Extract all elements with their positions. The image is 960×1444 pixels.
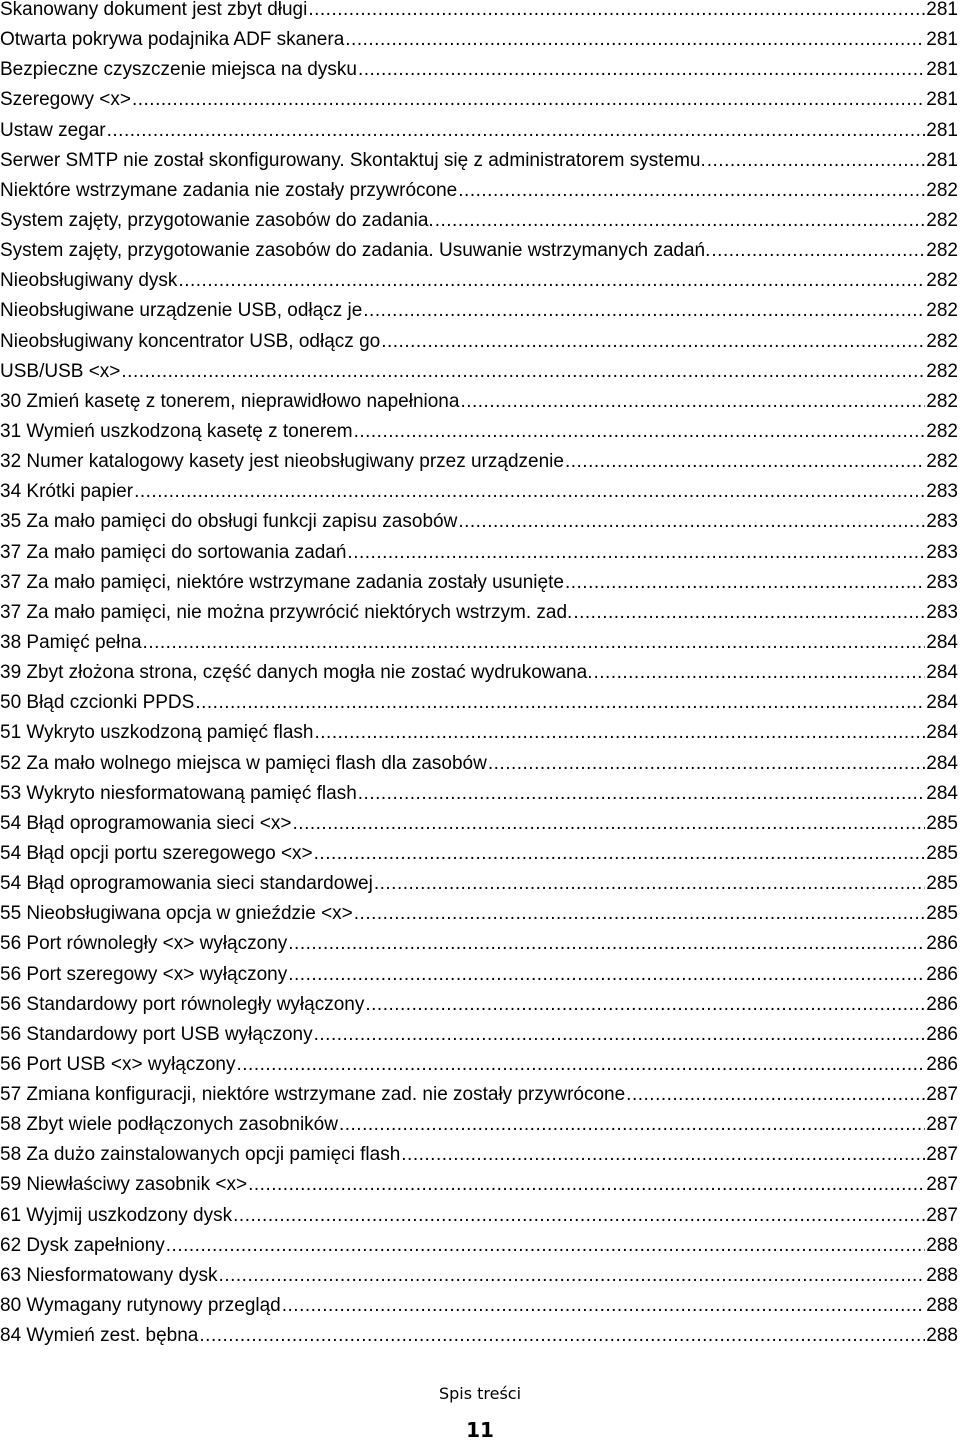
toc-entry-title: 51 Wykryto uszkodzoną pamięć flash	[0, 722, 314, 744]
toc-entry-title: Otwarta pokrywa podajnika ADF skanera	[0, 29, 345, 51]
toc-entry-page: 284	[926, 782, 958, 804]
dot-leader	[314, 726, 925, 740]
dot-leader	[248, 1178, 925, 1192]
toc-entry-page: 281	[926, 149, 958, 171]
toc-entry[interactable]	[0, 1113, 958, 1143]
toc-entry-page: 281	[926, 0, 958, 20]
toc-entry-page: 281	[926, 119, 958, 141]
toc-entry[interactable]	[0, 1294, 958, 1324]
dot-leader	[308, 3, 925, 17]
toc-entry[interactable]	[0, 661, 958, 691]
dot-leader	[195, 696, 925, 710]
toc-entry-page: 283	[926, 601, 958, 623]
toc-entry[interactable]	[0, 1204, 958, 1234]
toc-entry[interactable]	[0, 330, 958, 360]
toc-entry[interactable]	[0, 58, 958, 88]
toc-entry[interactable]	[0, 1023, 958, 1053]
dot-leader	[199, 1329, 925, 1343]
dot-leader	[458, 184, 925, 198]
toc-entry-title: System zajęty, przygotowanie zasobów do zadania. Usuwanie wstrzymanych zadań.	[0, 240, 711, 262]
toc-entry-title: 31 Wymień uszkodzoną kasetę z tonerem	[0, 420, 353, 442]
dot-leader	[460, 395, 925, 409]
toc-entry-page: 286	[926, 1053, 958, 1075]
toc-entry-page: 283	[926, 571, 958, 593]
dot-leader	[593, 666, 925, 680]
toc-entry[interactable]	[0, 390, 958, 420]
dot-leader	[458, 515, 925, 529]
dot-leader	[707, 154, 926, 168]
toc-entry-page: 282	[926, 330, 958, 352]
toc-entry-page: 286	[926, 933, 958, 955]
toc-entry-page: 287	[926, 1084, 958, 1106]
toc-entry[interactable]	[0, 1083, 958, 1113]
toc-entry-page: 285	[926, 812, 958, 834]
toc-entry-title: 56 Standardowy port USB wyłączony	[0, 1023, 313, 1045]
toc-entry-title: Skanowany dokument jest zbyt długi	[0, 0, 308, 20]
toc-entry-title: Bezpieczne czyszczenie miejsca na dysku	[0, 59, 357, 81]
toc-entry-page: 284	[926, 692, 958, 714]
toc-entry-title: 37 Za mało pamięci do sortowania zadań	[0, 541, 347, 563]
toc-entry[interactable]	[0, 812, 958, 842]
toc-entry[interactable]	[0, 631, 958, 661]
dot-leader	[339, 1118, 925, 1132]
toc-entry-title: 56 Port szeregowy <x> wyłączony	[0, 963, 288, 985]
dot-leader	[345, 33, 925, 47]
toc-entry-page: 281	[926, 89, 958, 111]
dot-leader	[166, 1239, 926, 1253]
dot-leader	[358, 63, 925, 77]
toc-entry-title: Niektóre wstrzymane zadania nie zostały przywrócone	[0, 179, 458, 201]
footer-section-label: Spis treści	[438, 1384, 522, 1403]
toc-entry[interactable]	[0, 1324, 958, 1354]
toc-entry[interactable]	[0, 932, 958, 962]
toc-entry-page: 287	[926, 1174, 958, 1196]
toc-entry-page: 281	[926, 59, 958, 81]
toc-entry-page: 288	[926, 1325, 958, 1347]
toc-entry[interactable]	[0, 541, 958, 571]
toc-entry-title: 52 Za mało wolnego miejsca w pamięci flash dla zasobów	[0, 752, 487, 774]
toc-entry-page: 286	[926, 963, 958, 985]
toc-entry[interactable]	[0, 149, 958, 179]
toc-entry-title: 30 Zmień kasetę z tonerem, nieprawidłowo napełniona	[0, 390, 460, 412]
toc-entry-page: 285	[926, 873, 958, 895]
toc-entry[interactable]	[0, 782, 958, 812]
dot-leader	[573, 606, 925, 620]
toc-entry-page: 282	[926, 179, 958, 201]
toc-entry-title: 62 Dysk zapełniony	[0, 1234, 165, 1256]
dot-leader	[282, 1299, 926, 1313]
toc-entry[interactable]	[0, 601, 958, 631]
dot-leader	[107, 124, 926, 138]
toc-entry-title: Szeregowy <x>	[0, 89, 131, 111]
toc-entry-title: 34 Krótki papier	[0, 481, 134, 503]
toc-entry[interactable]	[0, 510, 958, 540]
dot-leader	[354, 425, 926, 439]
toc-entry-page: 288	[926, 1295, 958, 1317]
toc-entry-title: 57 Zmiana konfiguracji, niektóre wstrzymane zad. nie zostały przywrócone	[0, 1084, 626, 1106]
toc-entry[interactable]	[0, 1234, 958, 1264]
dot-leader	[354, 907, 926, 921]
dot-leader	[293, 817, 926, 831]
toc-entry[interactable]	[0, 209, 958, 239]
toc-entry-title: 37 Za mało pamięci, nie można przywrócić niektórych wstrzym. zad.	[0, 601, 573, 623]
toc-entry[interactable]	[0, 269, 958, 299]
toc-entry-page: 283	[926, 511, 958, 533]
toc-entry-title: USB/USB <x>	[0, 360, 121, 382]
toc-entry[interactable]	[0, 28, 958, 58]
toc-entry[interactable]	[0, 0, 958, 28]
dot-leader	[565, 576, 925, 590]
dot-leader	[347, 546, 925, 560]
toc-entry-title: Nieobsługiwane urządzenie USB, odłącz je	[0, 300, 363, 322]
toc-entry-page: 282	[926, 451, 958, 473]
dot-leader	[314, 847, 926, 861]
toc-entry-title: 37 Za mało pamięci, niektóre wstrzymane zadania zostały usunięte	[0, 571, 564, 593]
toc-entry-title: 55 Nieobsługiwana opcja w gnieździe <x>	[0, 903, 353, 925]
toc-entry-page: 283	[926, 541, 958, 563]
toc-entry-title: 58 Zbyt wiele podłączonych zasobników	[0, 1114, 338, 1136]
toc-entry-title: 80 Wymagany rutynowy przegląd	[0, 1295, 281, 1317]
toc-entry-title: 56 Standardowy port równoległy wyłączony	[0, 993, 365, 1015]
toc-entry[interactable]	[0, 119, 958, 149]
dot-leader	[132, 93, 925, 107]
toc-entry[interactable]	[0, 721, 958, 751]
dot-leader	[314, 1028, 926, 1042]
toc-entry-page: 282	[926, 300, 958, 322]
dot-leader	[237, 1058, 926, 1072]
toc-entry[interactable]	[0, 299, 958, 329]
toc-entry[interactable]	[0, 902, 958, 932]
toc-entry[interactable]	[0, 752, 958, 782]
dot-leader	[365, 998, 925, 1012]
toc-entry[interactable]	[0, 88, 958, 118]
toc-entry-title: 84 Wymień zest. bębna	[0, 1325, 199, 1347]
toc-entry-title: 54 Błąd oprogramowania sieci <x>	[0, 812, 292, 834]
toc-entry-page: 286	[926, 993, 958, 1015]
toc-entry-page: 285	[926, 842, 958, 864]
dot-leader	[233, 1209, 925, 1223]
toc-entry-page: 284	[926, 722, 958, 744]
dot-leader	[401, 1148, 925, 1162]
dot-leader	[288, 937, 925, 951]
toc-entry-page: 285	[926, 903, 958, 925]
dot-leader	[358, 787, 926, 801]
toc-entry-title: 58 Za dużo zainstalowanych opcji pamięci flash	[0, 1144, 401, 1166]
toc-entry-page: 287	[926, 1144, 958, 1166]
toc-entry-title: 61 Wyjmij uszkodzony dysk	[0, 1204, 233, 1226]
dot-leader	[363, 304, 925, 318]
toc-entry-page: 282	[926, 209, 958, 231]
toc-entry[interactable]	[0, 1143, 958, 1173]
dot-leader	[143, 636, 926, 650]
toc-entry-title: Nieobsługiwany koncentrator USB, odłącz go	[0, 330, 381, 352]
dot-leader	[134, 485, 925, 499]
toc-entry-page: 281	[926, 29, 958, 51]
toc-entry[interactable]	[0, 1264, 958, 1294]
toc-entry-page: 287	[926, 1204, 958, 1226]
toc-entry-page: 288	[926, 1234, 958, 1256]
dot-leader	[711, 244, 925, 258]
toc-entry[interactable]	[0, 239, 958, 269]
toc-entry-title: System zajęty, przygotowanie zasobów do zadania.	[0, 209, 434, 231]
toc-entry-title: 39 Zbyt złożona strona, część danych mogła nie zostać wydrukowana.	[0, 662, 593, 684]
dot-leader	[488, 757, 925, 771]
toc-entry-page: 282	[926, 270, 958, 292]
footer-page-number: 11	[466, 1418, 494, 1442]
toc-entry-title: 53 Wykryto niesformatowaną pamięć flash	[0, 782, 357, 804]
toc-entry-title: 63 Niesformatowany dysk	[0, 1264, 218, 1286]
toc-entry-page: 282	[926, 360, 958, 382]
toc-entry[interactable]	[0, 691, 958, 721]
toc-entry[interactable]	[0, 480, 958, 510]
toc-entry-page: 282	[926, 390, 958, 412]
toc-entry-title: Ustaw zegar	[0, 119, 106, 141]
toc-entry-title: 50 Błąd czcionki PPDS	[0, 692, 195, 714]
toc-entry[interactable]	[0, 993, 958, 1023]
toc-entry-page: 287	[926, 1114, 958, 1136]
toc-entry[interactable]	[0, 872, 958, 902]
toc-entry-page: 284	[926, 662, 958, 684]
dot-leader	[121, 365, 925, 379]
toc-entry-title: 59 Niewłaściwy zasobnik <x>	[0, 1174, 248, 1196]
toc-entry-title: 54 Błąd oprogramowania sieci standardowej	[0, 873, 373, 895]
toc-entry-page: 284	[926, 631, 958, 653]
toc-entry-title: 38 Pamięć pełna	[0, 631, 142, 653]
toc-entry-title: 32 Numer katalogowy kasety jest nieobsługiwany przez urządzenie	[0, 451, 564, 473]
dot-leader	[381, 335, 925, 349]
toc-entry-page: 283	[926, 481, 958, 503]
dot-leader	[219, 1269, 926, 1283]
toc-entry[interactable]	[0, 1053, 958, 1083]
dot-leader	[288, 968, 925, 982]
toc-entry-title: Nieobsługiwany dysk	[0, 270, 178, 292]
toc-entry-title: 56 Port USB <x> wyłączony	[0, 1053, 236, 1075]
dot-leader	[565, 455, 925, 469]
toc-entry-title: Serwer SMTP nie został skonfigurowany. Skontaktuj się z administratorem systemu.	[0, 149, 706, 171]
toc-entry[interactable]	[0, 963, 958, 993]
toc-entry[interactable]	[0, 420, 958, 450]
dot-leader	[178, 274, 925, 288]
dot-leader	[626, 1088, 925, 1102]
toc-entry[interactable]	[0, 1173, 958, 1203]
toc-entry[interactable]	[0, 571, 958, 601]
toc-entry-page: 284	[926, 752, 958, 774]
toc-entry[interactable]	[0, 450, 958, 480]
toc-entry[interactable]	[0, 179, 958, 209]
toc-entry-page: 286	[926, 1023, 958, 1045]
toc-entry[interactable]	[0, 842, 958, 872]
toc-entry-page: 288	[926, 1264, 958, 1286]
toc-entry[interactable]	[0, 360, 958, 390]
toc-entry-page: 282	[926, 420, 958, 442]
dot-leader	[435, 214, 926, 228]
toc-entry-title: 56 Port równoległy <x> wyłączony	[0, 933, 288, 955]
toc-entry-page: 282	[926, 240, 958, 262]
dot-leader	[374, 877, 925, 891]
toc-entry-title: 35 Za mało pamięci do obsługi funkcji zapisu zasobów	[0, 511, 458, 533]
toc-entry-title: 54 Błąd opcji portu szeregowego <x>	[0, 842, 313, 864]
